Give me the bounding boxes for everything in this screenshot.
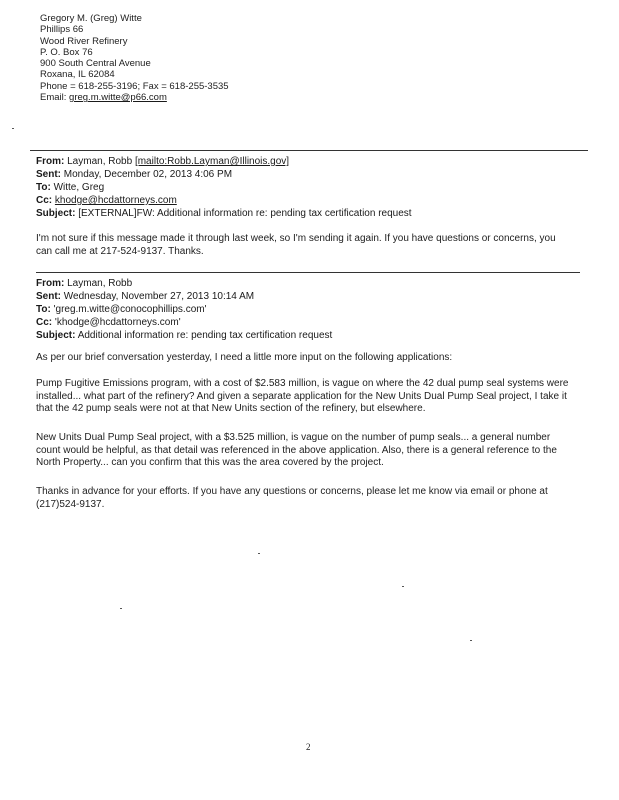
email2-paragraph-2: Pump Fugitive Emissions program, with a cost of $2.583 million, is vague on where the 42 dual pump seal systems were installed... what part of the refinery? And given a separate application for the New Units Dual Pump Seal project, I take it that the 42 pump seals were not at that New Units section of the refinery, but elsewhere. <box>36 378 569 415</box>
email1-sent-label: Sent: <box>36 169 61 180</box>
email2-from-row <box>36 277 332 290</box>
email1-body: I'm not sure if this message made it through last week, so I'm sending it again. If you have questions or concerns, you can call me at 217-524-9137. Thanks. <box>36 233 556 257</box>
email1-from-name: Layman, Robb <box>67 156 133 167</box>
email2-cc-value: 'khodge@hcdattorneys.com' <box>54 317 181 328</box>
email2-subject-value: Additional information re: pending tax certification request <box>77 330 333 341</box>
email1-sent-row <box>36 168 412 181</box>
separator-line-2 <box>36 272 580 273</box>
email1-to-label: To: <box>36 182 51 193</box>
signature-facility: Wood River Refinery <box>40 35 128 47</box>
email1-cc-link[interactable]: khodge@hcdattorneys.com <box>54 195 177 206</box>
email2-to-value: 'greg.m.witte@conocophillips.com' <box>53 304 207 315</box>
signature-po-box: P. O. Box 76 <box>40 46 93 58</box>
email1-header <box>36 155 412 220</box>
signature-city: Roxana, IL 62084 <box>40 69 115 81</box>
email2-header <box>36 277 332 342</box>
email2-sent-row <box>36 290 332 303</box>
signature-email-label: Email: <box>40 92 67 104</box>
page-number: 2 <box>306 742 311 752</box>
email2-from-name: Layman, Robb <box>67 278 133 289</box>
email2-sent-label: Sent: <box>36 291 61 302</box>
email1-to-value: Witte, Greg <box>53 182 105 193</box>
email1-sent-value: Monday, December 02, 2013 4:06 PM <box>63 169 233 180</box>
scan-speck <box>12 128 14 129</box>
email1-to-row <box>36 181 412 194</box>
email1-from-label: From: <box>36 156 65 167</box>
separator-line-1 <box>30 150 588 151</box>
scan-speck <box>470 640 472 641</box>
email2-paragraph-1: As per our brief conversation yesterday, I need a little more input on the following applications: <box>36 352 453 363</box>
email2-from-label: From: <box>36 278 65 289</box>
email1-cc-row <box>36 194 412 207</box>
signature-email-link[interactable]: greg.m.witte@p66.com <box>69 92 167 104</box>
scan-speck <box>402 586 404 587</box>
email2-sent-value: Wednesday, November 27, 2013 10:14 AM <box>63 291 255 302</box>
email1-subject-row <box>36 207 412 220</box>
email1-cc-label: Cc: <box>36 195 53 206</box>
email1-from-row <box>36 155 412 168</box>
email2-to-label: To: <box>36 304 51 315</box>
signature-name: Gregory M. (Greg) Witte <box>40 13 142 24</box>
email1-subject-label: Subject: <box>36 208 76 219</box>
email2-subject-row <box>36 329 332 342</box>
email2-paragraph-4: Thanks in advance for your efforts. If you have any questions or concerns, please let me know via email or phone at (217)524-9137. <box>36 486 548 510</box>
email2-subject-label: Subject: <box>36 330 76 341</box>
email2-to-row <box>36 303 332 316</box>
email1-subject-value: [EXTERNAL]FW: Additional information re: pending tax certification request <box>78 208 412 219</box>
email2-cc-row <box>36 316 332 329</box>
email2-cc-label: Cc: <box>36 317 53 328</box>
signature-email-line <box>40 92 229 103</box>
signature-phone: Phone = 618-255-3196; Fax = 618-255-3535 <box>40 80 229 92</box>
signature-company: Phillips 66 <box>40 24 84 36</box>
signature-block <box>40 13 229 103</box>
email1-from-mailto[interactable]: [mailto:Robb.Layman@Illinois.gov] <box>134 156 290 167</box>
scan-speck <box>120 608 122 609</box>
email2-paragraph-3: New Units Dual Pump Seal project, with a $3.525 million, is vague on the number of pump seals... a general number count would be helpful, as that detail was referenced in the above application. Also, there is a general reference to the North Property... can you confirm that this was the area covered by the project. <box>36 432 557 469</box>
scan-speck <box>258 553 260 554</box>
signature-street: 900 South Central Avenue <box>40 58 151 70</box>
